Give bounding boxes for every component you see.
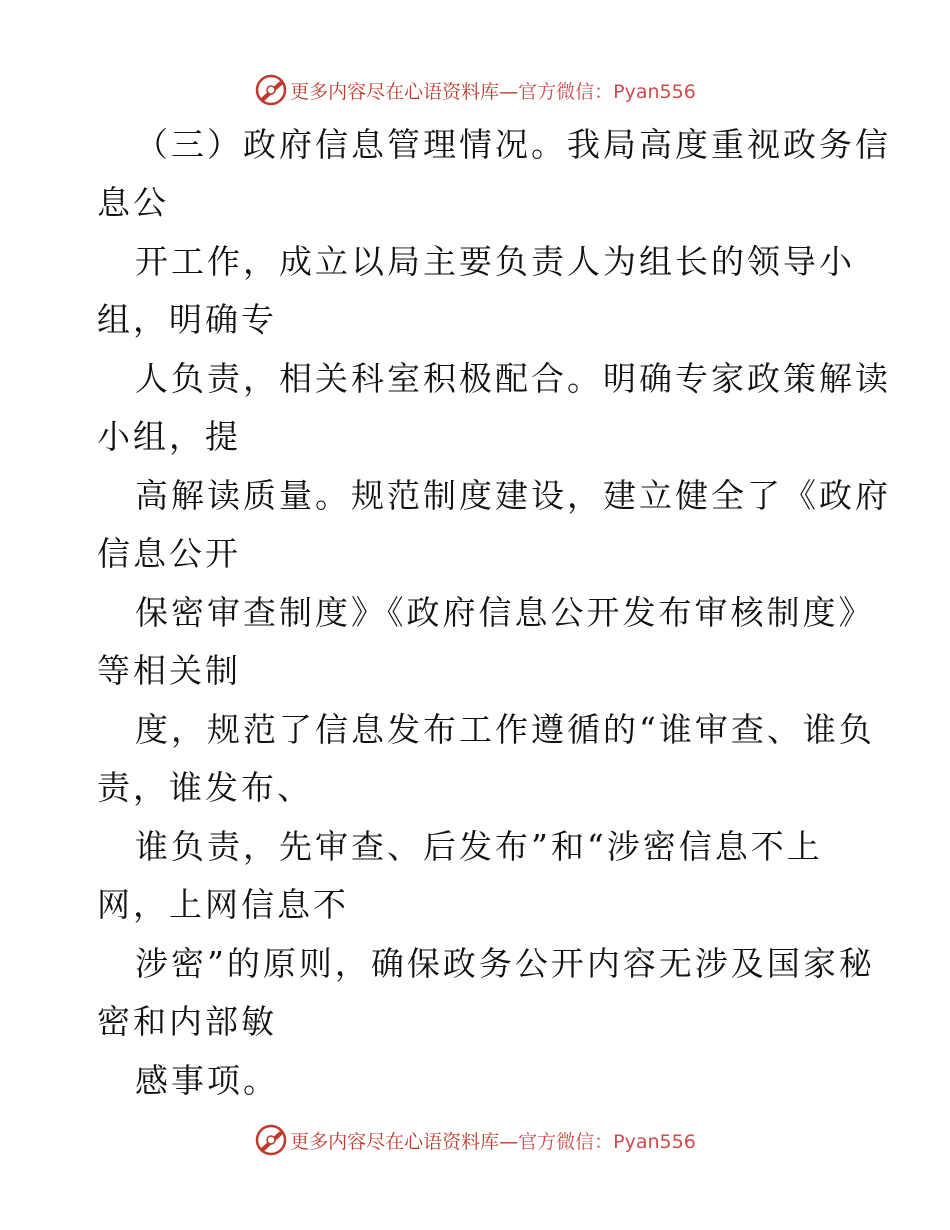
footer-separator: —: [499, 1130, 519, 1153]
pen-logo-icon: [254, 1123, 288, 1157]
header-watermark-banner: [0, 70, 950, 110]
header-brand-text: 更多内容尽在心语资料库: [290, 80, 500, 103]
body-line-12: 责，谁发布、: [97, 768, 313, 807]
footer-wechat-text: 官方微信：Pyan556: [518, 1130, 696, 1153]
body-line-17: 感事项。: [135, 1061, 279, 1100]
body-line-2: 息公: [97, 183, 169, 222]
body-line-8: 信息公开: [97, 534, 241, 573]
body-line-6: 小组，提: [97, 417, 241, 456]
body-line-11: 度，规范了信息发布工作遵循的“谁审查、谁负: [135, 710, 875, 749]
header-wechat-text: 官方微信：Pyan556: [518, 80, 696, 103]
body-line-14: 网，上网信息不: [97, 885, 349, 924]
body-line-15: 涉密”的原则，确保政务公开内容无涉及国家秘: [135, 944, 875, 983]
body-line-1: （三）政府信息管理情况。我局高度重视政务信: [135, 125, 891, 164]
footer-watermark-text: [290, 1127, 696, 1154]
body-line-16: 密和内部敏: [97, 1002, 277, 1041]
body-line-4: 组，明确专: [97, 300, 277, 339]
body-line-9: 保密审查制度》《政府信息公开发布审核制度》: [135, 593, 875, 632]
body-line-3: 开工作，成立以局主要负责人为组长的领导小: [135, 242, 855, 281]
pen-logo-icon: [254, 73, 288, 107]
footer-brand-text: 更多内容尽在心语资料库: [290, 1130, 500, 1153]
header-watermark-text: [290, 77, 696, 104]
body-line-13: 谁负责，先审查、后发布”和“涉密信息不上: [135, 827, 823, 866]
body-line-5: 人负责，相关科室积极配合。明确专家政策解读: [135, 359, 891, 398]
body-line-7: 高解读质量。规范制度建设，建立健全了《政府: [135, 476, 891, 515]
footer-watermark-banner: [0, 1120, 950, 1160]
body-line-10: 等相关制: [97, 651, 241, 690]
header-separator: —: [499, 80, 519, 103]
